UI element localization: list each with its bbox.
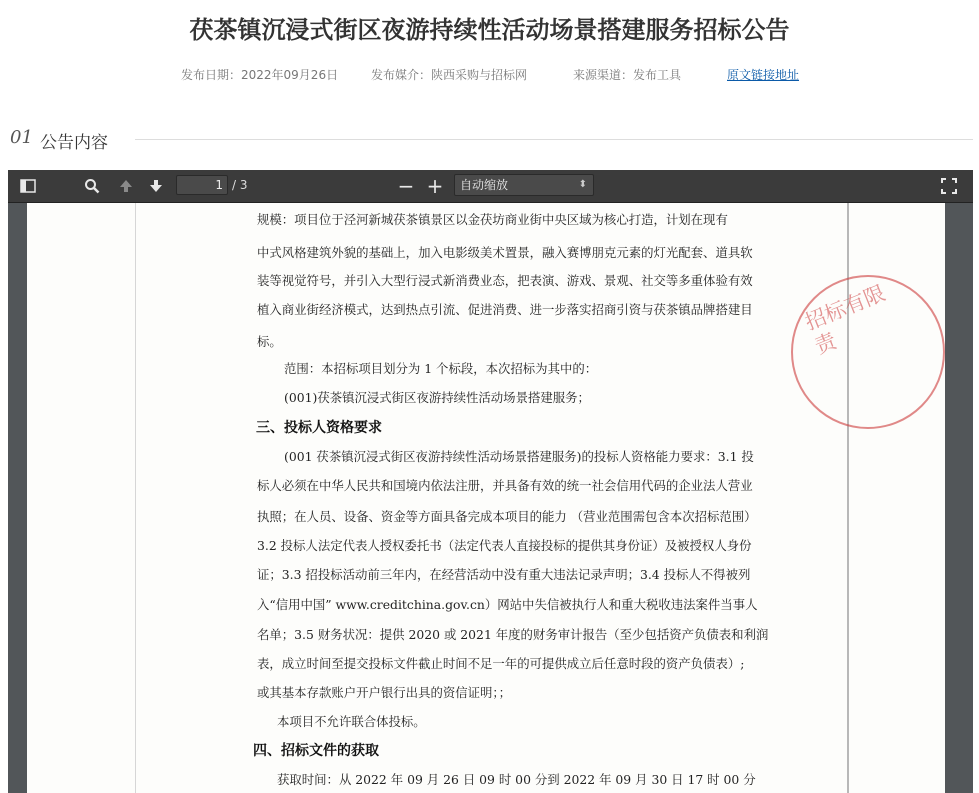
fullscreen-icon[interactable] <box>939 176 959 196</box>
doc-line: 证；3.3 招投标活动前三年内，在经营活动中没有重大违法记录声明；3.4 投标人不得被列 <box>257 567 751 582</box>
publish-media: 发布媒介：陕西采购与招标网 <box>371 68 528 82</box>
doc-heading: 四、招标文件的获取 <box>253 743 379 759</box>
doc-heading: 三、投标人资格要求 <box>256 420 382 436</box>
original-link[interactable]: 原文链接地址 <box>727 68 800 82</box>
doc-line: 规模：项目位于泾河新城茯茶镇景区以金茯坊商业街中央区域为核心打造，计划在现有 <box>257 212 728 227</box>
doc-line: 装等视觉符号，并引入大型行浸式新消费业态，把表演、游戏、景观、社交等多重体验有效 <box>257 273 753 288</box>
zoom-out-button[interactable]: − <box>397 174 415 198</box>
pdf-toolbar <box>8 170 973 203</box>
doc-line: 获取时间：从 2022 年 09 月 26 日 09 时 00 分到 2022 年 09 月 30 日 17 时 00 分 <box>277 772 756 787</box>
doc-line: 表，成立时间至提交投标文件截止时间不足一年的可提供成立后任意时段的资产负债表）; <box>257 656 745 671</box>
pdf-page <box>27 203 945 793</box>
doc-line: 入“信用中国” www.creditchina.gov.cn）网站中失信被执行人和重大税收违法案件当事人 <box>257 597 758 612</box>
zoom-value: 自动缩放 <box>460 178 509 192</box>
pdf-viewer <box>8 170 973 793</box>
search-icon[interactable] <box>82 176 102 196</box>
sidebar-toggle-icon[interactable] <box>18 176 38 196</box>
doc-line: (001)茯茶镇沉浸式街区夜游持续性活动场景搭建服务； <box>284 390 590 405</box>
page-number-input[interactable]: 1 <box>176 175 228 195</box>
page-total: / 3 <box>232 178 248 192</box>
select-arrow-icon: ⬍ <box>578 179 587 190</box>
doc-line: 执照；在人员、设备、资金等方面具备完成本项目的能力 （营业范围需包含本次招标范围） <box>257 509 757 524</box>
doc-line: (001 茯茶镇沉浸式街区夜游持续性活动场景搭建服务)的投标人资格能力要求：3.1 投 <box>284 449 754 464</box>
zoom-in-button[interactable]: + <box>426 174 444 198</box>
arrow-down-icon[interactable] <box>146 176 166 196</box>
doc-line: 中式风格建筑外貌的基础上，加入电影级美术置景，融入赛博朋克元素的灯光配套、道具软 <box>257 245 753 260</box>
section-label: 公告内容 <box>40 133 108 153</box>
doc-line: 名单；3.5 财务状况：提供 2020 或 2021 年度的财务审计报告（至少包括资产负债表和利润 <box>257 627 769 642</box>
zoom-select[interactable] <box>454 174 594 196</box>
section-divider <box>135 139 973 140</box>
section-header <box>10 127 973 151</box>
doc-line: 标。 <box>257 334 282 349</box>
publish-date: 发布日期：2022年09月26日 <box>181 68 339 82</box>
source-channel: 来源渠道：发布工具 <box>573 68 682 82</box>
doc-line: 植入商业街经济模式，达到热点引流、促进消费、进一步落实招商引资与茯茶镇品牌搭建目 <box>257 302 753 317</box>
section-number: 01 <box>10 127 33 148</box>
doc-line: 范围：本招标项目划分为 1 个标段，本次招标为其中的： <box>284 361 598 376</box>
doc-line: 或其基本存款账户开户银行出具的资信证明；； <box>257 685 512 700</box>
document-area[interactable] <box>8 203 973 793</box>
doc-line: 标人必须在中华人民共和国境内依法注册，并具备有效的统一社会信用代码的企业法人营业 <box>257 478 753 493</box>
doc-line: 本项目不允许联合体投标。 <box>277 714 426 729</box>
scan-edge-left <box>135 203 136 793</box>
doc-line: 3.2 投标人法定代表人授权委托书（法定代表人直接投标的提供其身份证）及被授权人身份 <box>257 538 752 553</box>
page-title: 茯茶镇沉浸式街区夜游持续性活动场景搭建服务招标公告 <box>189 16 790 44</box>
arrow-up-icon[interactable] <box>116 176 136 196</box>
seal-stamp-text: 招标有限责 <box>801 280 889 359</box>
